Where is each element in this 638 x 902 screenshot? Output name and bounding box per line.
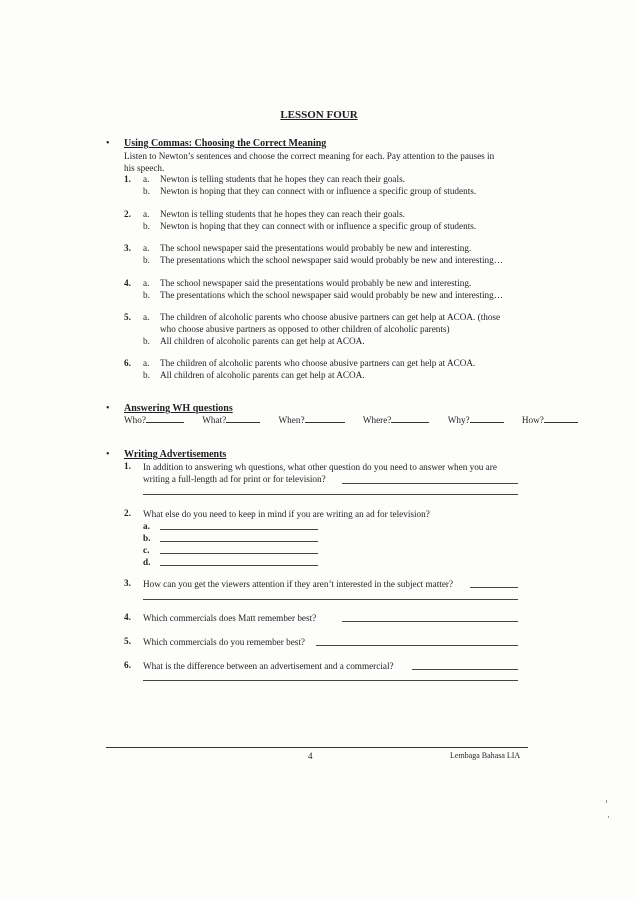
answer-blank[interactable] [544,414,578,423]
option-letter: a. [143,312,150,322]
option-letter: b. [143,370,150,380]
option-text-cont: who choose abusive partners as opposed to other children of alcoholic parents) [160,324,450,334]
question-text: Which commercials does Matt remember best? [143,613,317,623]
answer-line[interactable] [160,565,318,566]
option-letter: a. [143,209,150,219]
answer-line[interactable] [143,599,518,600]
wh-questions-row [124,414,578,425]
option-letter: b. [143,186,150,196]
answer-letter: c. [143,545,150,555]
option-letter: a. [143,243,150,253]
option-text: Newton is telling students that he hopes they can reach their goals. [160,174,405,184]
option-text: Newton is hoping that they can connect with or influence a specific group of students. [160,221,477,231]
option-letter: a. [143,278,150,288]
option-letter: a. [143,174,150,184]
option-text: Newton is telling students that he hopes they can reach their goals. [160,209,405,219]
answer-line[interactable] [160,529,318,530]
wh-word: How? [521,415,544,425]
answer-line[interactable] [316,645,518,646]
question-text-cont: writing a full-length ad for print or for television? [143,474,326,484]
question-text: Which commercials do you remember best? [143,637,305,647]
answer-line[interactable] [143,494,518,495]
bullet-icon: • [106,138,110,149]
section-heading-ads: Writing Advertisements [124,449,227,460]
option-text: The children of alcoholic parents who choose abusive partners can get help at ACOA. (those [160,312,501,322]
answer-line[interactable] [470,587,518,588]
option-text: The presentations which the school newspaper said would probably be new and interesting… [160,255,503,265]
scan-speck [606,800,607,803]
bullet-icon: • [106,403,110,414]
section-heading-commas: Using Commas: Choosing the Correct Meaning [124,138,327,149]
footer-divider [106,747,528,748]
option-text: All children of alcoholic parents can get help at ACOA. [160,370,365,380]
option-text: The school newspaper said the presentations would probably be new and interesting. [160,278,472,288]
option-text: The children of alcoholic parents who choose abusive partners can get help at ACOA. [160,358,476,368]
item-number: 3. [124,243,131,253]
answer-line[interactable] [143,680,518,681]
question-number: 5. [124,636,131,646]
question-number: 4. [124,612,131,622]
answer-line[interactable] [412,669,518,670]
question-text: In addition to answering wh questions, what other question do you need to answer when you are [143,462,497,472]
answer-line[interactable] [160,553,318,554]
wh-word: What? [202,415,227,425]
question-number: 2. [124,508,131,518]
option-text: Newton is hoping that they can connect with or influence a specific group of students. [160,186,477,196]
wh-word: Who? [124,415,146,425]
wh-word: When? [278,415,305,425]
answer-letter: d. [143,557,151,567]
page-number: 4 [308,751,313,761]
option-text: All children of alcoholic parents can get help at ACOA. [160,336,365,346]
item-number: 6. [124,358,131,368]
answer-line[interactable] [342,621,518,622]
section-heading-wh: Answering WH questions [124,403,233,414]
bullet-icon: • [106,449,110,460]
section-instructions-cont: his speech. [124,163,165,173]
answer-blank[interactable] [226,414,260,423]
option-letter: b. [143,336,150,346]
page-title: LESSON FOUR [280,109,358,121]
option-letter: b. [143,290,150,300]
answer-letter: b. [143,533,151,543]
wh-word: Where? [362,415,392,425]
option-letter: b. [143,255,150,265]
item-number: 4. [124,278,131,288]
answer-letter: a. [143,521,150,531]
answer-line[interactable] [342,483,518,484]
answer-blank[interactable] [391,414,429,423]
answer-line[interactable] [160,541,318,542]
option-letter: b. [143,221,150,231]
scan-speck [608,816,609,818]
question-number: 3. [124,578,131,588]
question-number: 1. [124,461,131,471]
question-text: What else do you need to keep in mind if you are writing an ad for television? [143,509,430,519]
question-text: What is the difference between an advertisement and a commercial? [143,661,394,671]
option-text: The presentations which the school newspaper said would probably be new and interesting… [160,290,503,300]
option-text: The school newspaper said the presentations would probably be new and interesting. [160,243,472,253]
item-number: 2. [124,209,131,219]
answer-blank[interactable] [470,414,504,423]
section-instructions: Listen to Newton’s sentences and choose the correct meaning for each. Pay attention to the pauses in [124,151,495,161]
item-number: 1. [124,174,131,184]
wh-word: Why? [447,415,470,425]
answer-blank[interactable] [305,414,345,423]
option-letter: a. [143,358,150,368]
question-number: 6. [124,660,131,670]
answer-blank[interactable] [146,414,184,423]
footer-organization: Lembaga Bahasa LIA [450,751,521,760]
item-number: 5. [124,312,131,322]
question-text: How can you get the viewers attention if they aren’t interested in the subject matter? [143,579,454,589]
